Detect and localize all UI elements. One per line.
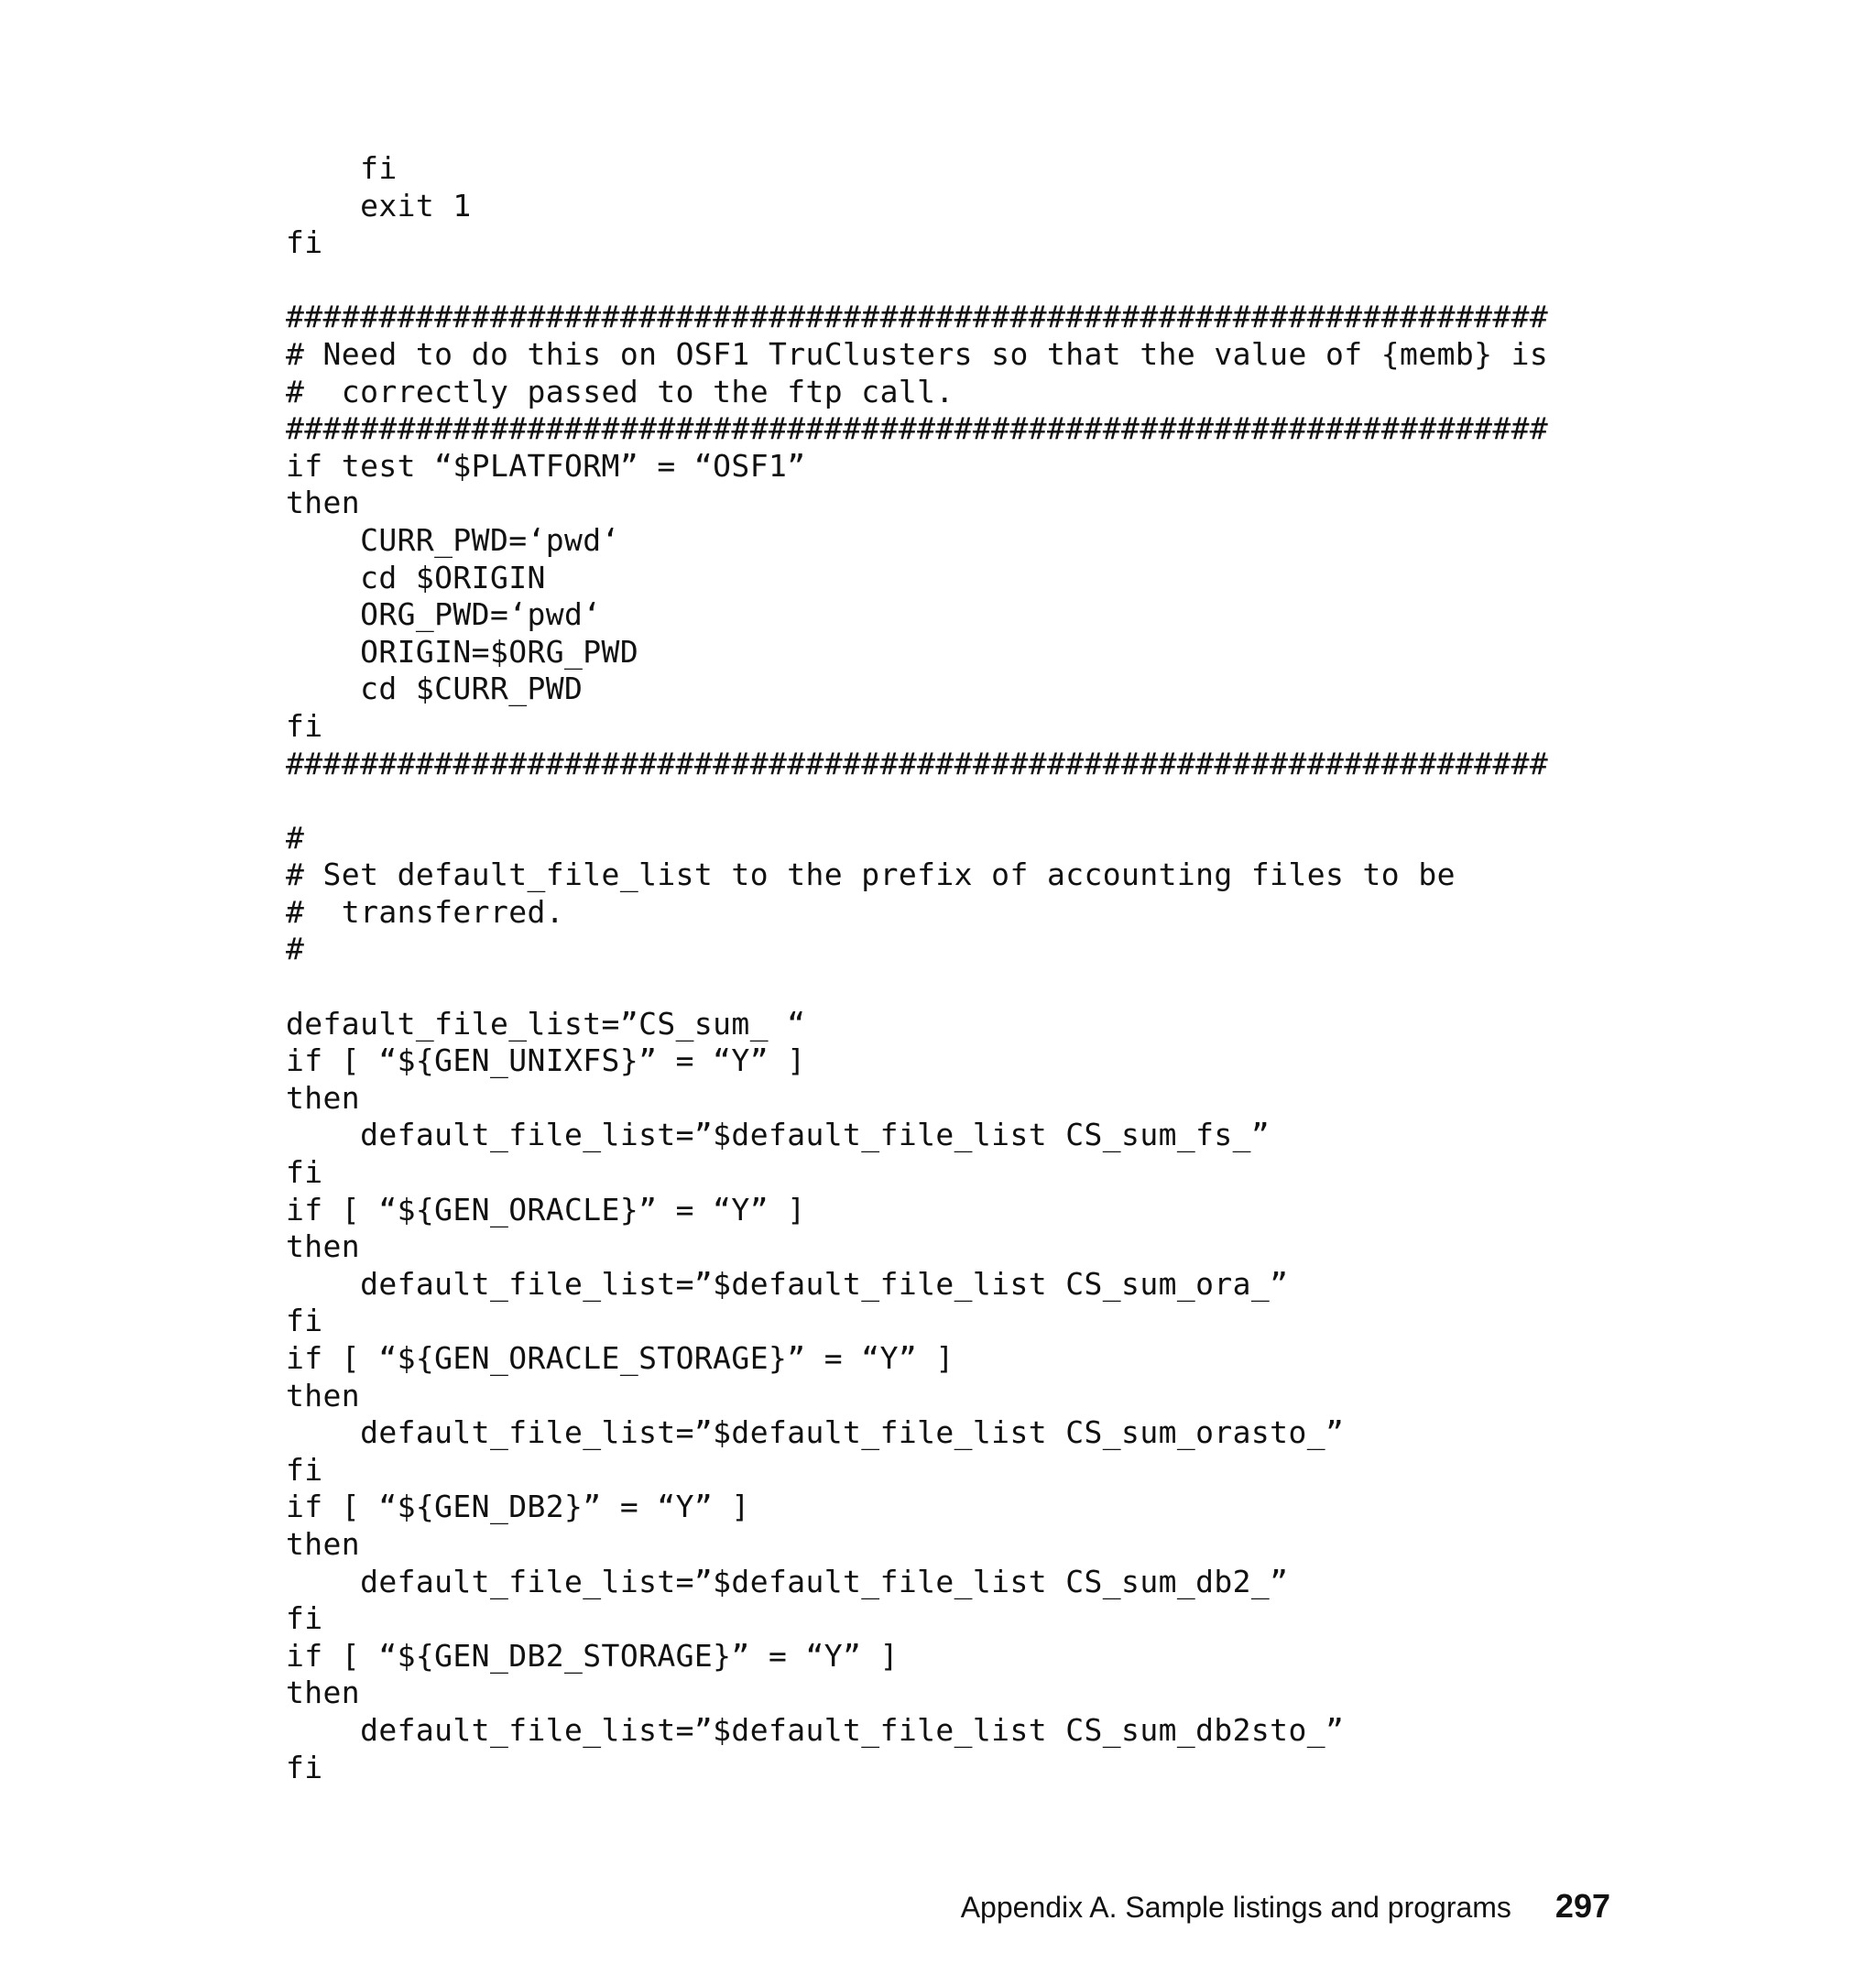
code-line: default_file_list=”$default_file_list CS_sum_db2sto_” xyxy=(286,1711,1345,1748)
code-line: fi xyxy=(286,1749,323,1785)
code-line: fi xyxy=(286,1154,323,1191)
code-line: fi xyxy=(286,1600,323,1637)
code-line: if test “$PLATFORM” = “OSF1” xyxy=(286,447,806,484)
code-line: ORIGIN=$ORG_PWD xyxy=(286,633,639,670)
code-line: then xyxy=(286,1525,361,1562)
code-line: if [ “${GEN_ORACLE_STORAGE}” = “Y” ] xyxy=(286,1340,954,1376)
code-line: default_file_list=”$default_file_list CS_sum_ora_” xyxy=(286,1265,1289,1302)
code-line: # correctly passed to the ftp call. xyxy=(286,373,954,409)
code-line: CURR_PWD=‘pwd‘ xyxy=(286,521,620,558)
code-line: fi xyxy=(286,1451,323,1488)
code-line: fi xyxy=(286,224,323,261)
page-footer xyxy=(0,1887,1610,1926)
code-line: fi xyxy=(286,150,398,186)
code-line: default_file_list=”$default_file_list CS_sum_orasto_” xyxy=(286,1414,1345,1451)
code-line: then xyxy=(286,1079,361,1116)
code-line: default_file_list=”$default_file_list CS_sum_db2_” xyxy=(286,1563,1289,1599)
code-line: default_file_list=”$default_file_list CS_sum_fs_” xyxy=(286,1117,1271,1153)
code-line: # transferred. xyxy=(286,893,565,930)
footer-title: Appendix A. Sample listings and programs xyxy=(960,1891,1511,1924)
code-line: ORG_PWD=‘pwd‘ xyxy=(286,596,602,633)
code-line: then xyxy=(286,1228,361,1265)
code-line: # Set default_file_list to the prefix of accounting files to be xyxy=(286,857,1456,893)
code-line: if [ “${GEN_DB2}” = “Y” ] xyxy=(286,1489,750,1525)
code-line: #################################################################### xyxy=(286,745,1549,781)
code-line: then xyxy=(286,1675,361,1711)
code-line xyxy=(286,968,1548,1006)
code-line: if [ “${GEN_ORACLE}” = “Y” ] xyxy=(286,1191,806,1228)
page-number: 297 xyxy=(1554,1887,1610,1925)
code-line: fi xyxy=(286,707,323,744)
code-line xyxy=(286,782,1548,820)
code-line: cd $CURR_PWD xyxy=(286,671,584,707)
code-line: default_file_list=”CS_sum_ “ xyxy=(286,1005,806,1042)
code-line: #################################################################### xyxy=(286,299,1549,335)
code-line: cd $ORIGIN xyxy=(286,559,546,595)
code-line xyxy=(286,262,1548,300)
code-listing xyxy=(286,150,1548,1786)
code-line: if [ “${GEN_DB2_STORAGE}” = “Y” ] xyxy=(286,1637,899,1674)
code-line: # xyxy=(286,819,305,856)
code-line: fi xyxy=(286,1303,323,1339)
code-line: # Need to do this on OSF1 TruClusters so that the value of {memb} is xyxy=(286,335,1549,372)
code-line: exit 1 xyxy=(286,187,472,224)
code-line: #################################################################### xyxy=(286,410,1549,447)
code-line: if [ “${GEN_UNIXFS}” = “Y” ] xyxy=(286,1042,806,1079)
code-line: # xyxy=(286,931,305,967)
code-line: then xyxy=(286,485,361,521)
code-line: then xyxy=(286,1377,361,1413)
